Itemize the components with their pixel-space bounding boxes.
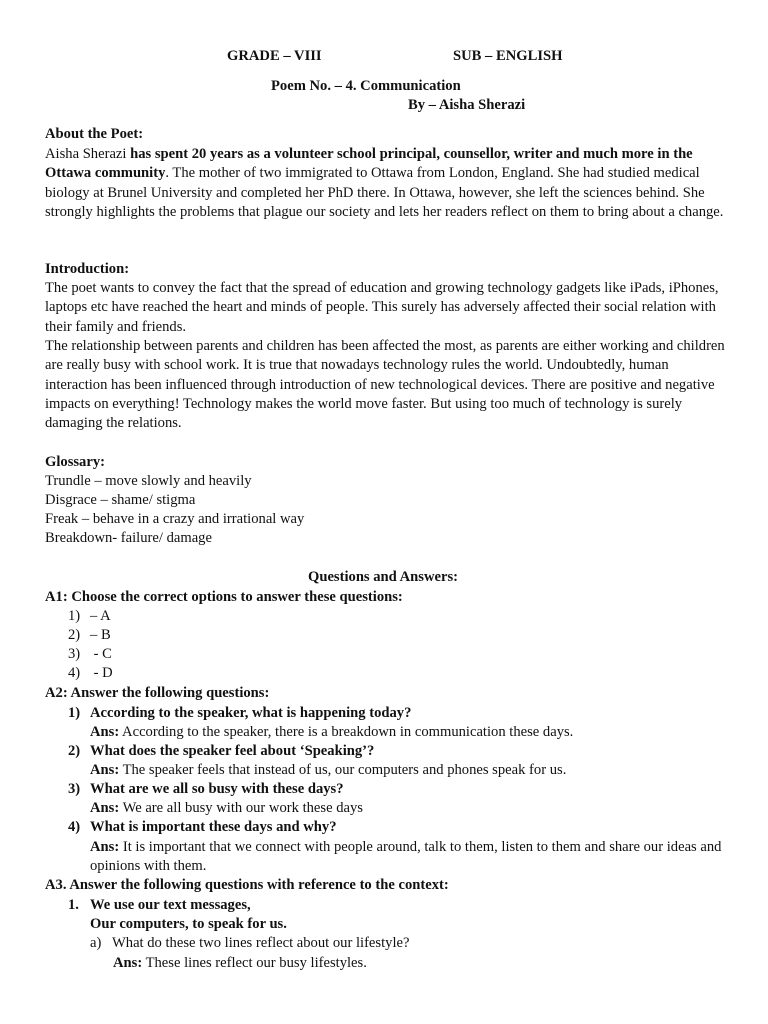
a2-answer-text: We are all busy with our work these days <box>119 800 363 816</box>
a1-heading: A1: Choose the correct options to answer these questions: <box>45 589 403 605</box>
poem-author: By – Aisha Sherazi <box>408 97 526 113</box>
a2-question-text: What are we all so busy with these days? <box>90 781 344 797</box>
poem-title: Poem No. – 4. Communication <box>271 78 461 94</box>
poet-bio: . The mother of two immigrated to Ottawa from London, England. She had studied medical biology at Brunel University and completed her PhD there. In Ottawa, however, she left the sciences behind. She strongly highlights the problems that plague our society and lets her readers reflect on them to bring about a change. <box>45 165 724 220</box>
glossary-item: Breakdown- failure/ damage <box>45 530 212 546</box>
introduction-paragraph-1: The poet wants to convey the fact that the spread of education and growing technology gadgets like iPads, iPhones, laptops etc have reached the heart and minds of people. This surely has adversely affected their social relation with their family and friends. <box>45 280 719 335</box>
a3-subquestion <box>90 934 409 953</box>
a2-question-text: What is important these days and why? <box>90 819 337 835</box>
a1-option-text: – A <box>90 608 111 624</box>
a2-answer-text: It is important that we connect with people around, talk to them, listen to them and share our ideas and opinions with them. <box>90 839 722 875</box>
a3-heading: A3. Answer the following questions with reference to the context: <box>45 877 449 893</box>
glossary-item: Trundle – move slowly and heavily <box>45 473 252 489</box>
a1-option-number: 3) <box>68 646 81 662</box>
glossary-heading: Glossary: <box>45 454 105 470</box>
a1-option <box>68 645 112 664</box>
a2-question-number: 1) <box>68 705 81 721</box>
a1-option-text: - D <box>90 665 113 681</box>
a2-question <box>68 818 337 837</box>
a3-number: 1. <box>68 897 79 913</box>
a2-question-number: 3) <box>68 781 81 797</box>
a2-question <box>68 704 411 723</box>
a2-answer <box>90 838 726 877</box>
answer-label: Ans: <box>90 762 120 778</box>
a3-extract-text: We use our text messages, <box>90 897 251 913</box>
a1-option-number: 4) <box>68 665 81 681</box>
about-heading: About the Poet: <box>45 126 144 142</box>
a3-answer-text: These lines reflect our busy lifestyles. <box>142 955 367 971</box>
glossary-item: Freak – behave in a crazy and irrational way <box>45 511 305 527</box>
a2-answer <box>90 799 363 818</box>
a2-question <box>68 780 344 799</box>
qa-heading-text: Questions and Answers: <box>307 569 459 585</box>
a2-question-number: 2) <box>68 743 81 759</box>
a2-answer-text: The speaker feels that instead of us, our computers and phones speak for us. <box>119 762 567 778</box>
poet-name: Aisha Sherazi <box>45 146 131 162</box>
a1-option-number: 2) <box>68 627 81 643</box>
a3-extract-line-1 <box>68 896 251 915</box>
a1-option <box>68 626 111 645</box>
grade-label: GRADE – VIII <box>227 48 322 64</box>
a3-sub-question-text: What do these two lines reflect about our lifestyle? <box>112 935 410 951</box>
a2-question-text: According to the speaker, what is happening today? <box>90 705 412 721</box>
a1-option-number: 1) <box>68 608 81 624</box>
a3-answer <box>113 954 367 973</box>
subject-label: SUB – ENGLISH <box>453 48 563 64</box>
a2-question-text: What does the speaker feel about ‘Speaking’? <box>90 743 375 759</box>
answer-label: Ans: <box>90 724 120 740</box>
answer-label: Ans: <box>90 839 120 855</box>
glossary-item: Disgrace – shame/ stigma <box>45 492 196 508</box>
a3-extract-line-2: Our computers, to speak for us. <box>90 916 287 932</box>
a2-question-number: 4) <box>68 819 81 835</box>
a1-option-text: – B <box>90 627 111 643</box>
about-paragraph <box>45 145 725 222</box>
qa-heading <box>0 568 768 587</box>
a2-question <box>68 742 374 761</box>
a1-option <box>68 664 113 683</box>
introduction-heading: Introduction: <box>45 261 130 277</box>
answer-label: Ans: <box>90 800 120 816</box>
a3-sub-number: a) <box>90 935 102 951</box>
answer-label: Ans: <box>113 955 143 971</box>
a1-option-text: - C <box>90 646 112 662</box>
a1-option <box>68 607 111 626</box>
a2-answer <box>90 761 566 780</box>
a2-heading: A2: Answer the following questions: <box>45 685 270 701</box>
a2-answer <box>90 723 573 742</box>
poet-highlight: has spent 20 years as a volunteer school principal, counsellor, writer and much more in the Ottawa community <box>45 146 693 182</box>
a2-answer-text: According to the speaker, there is a breakdown in communication these days. <box>119 724 574 740</box>
introduction-paragraph-2: The relationship between parents and children has been affected the most, as parents are either working and children are really busy with school work. It is true that nowadays technology rules the world. Undoubtedly, human interaction has been influenced through introduction of new technological devices. There are positive and negative impacts on everything! Technology makes the world move faster. But using too much of technology is surely damaging the relations. <box>45 338 725 432</box>
